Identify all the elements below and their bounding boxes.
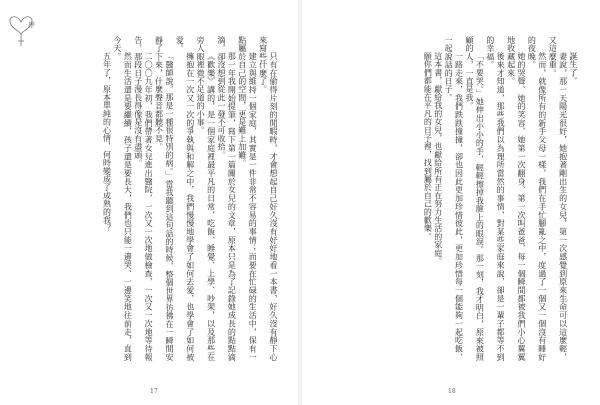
paragraph: 那一年我開始提筆，寫下第一篇關於女兒的文章，原本只是為了記錄她成長的點點滴滴，卻沒想到從此一發不可收拾。 [216,36,237,361]
paragraph: 一路走來，我們跌跌撞撞，卻也因此更加珍惜彼此，更加珍惜每一個能夠一起吃飯、一起說話的日子。 [444,36,464,361]
left-page-body [28,36,278,361]
paragraph: 擁抱在一次又一次的爭執與和解之中，我們慢慢地學會了如何去愛，也學會了如何被愛。 [175,36,195,361]
paragraph: 「醫師說，那是一種很特別的病。」當我聽到這句話的時候，整個世界彷彿在一瞬間安靜了下來，什麼聲音都聽不見。 [154,36,174,361]
paragraph: 只有在偷得片刻的閒暇時，才會想起自己好久沒有好好地看一本書，好久沒有靜下心來寫些什麼了。 [258,36,278,361]
paragraph: 「不要哭。」她伸出小小的手，輕輕擦掉我臉上的眼淚。那一刻，我才明白，原來被照顧的人，一直是我。 [464,36,485,361]
section-label: 序 [28,21,35,29]
paragraph: 這本書，獻給我的女兒，也獻給所有正在努力生活的家庭。 [433,52,443,266]
paragraph: 五年了，原本單純的心情，何時變成了成熟的我？ [102,52,112,233]
paragraph: 妻說，那一天陽光很好，她抱著剛出生的女兒，第一次感覺到原來生命可以這麼輕，又這麼重。 [548,36,568,361]
paragraph: 願你們都能在平凡的日子裡，找到屬於自己的歡樂。 [423,52,433,241]
paragraph: 二〇〇九年初，我們帶著女兒進出醫院，一次又一次地做檢查，一次又一次地等待報告，那段日子漫長得像是沒有盡頭。 [133,36,154,361]
paragraph: 建立與維持一個家庭，其實是一件非常不容易的事情；而要在忙碌的生活中，保有一點屬於自己的空間，更是難上加難。 [237,36,258,361]
paragraph: 《歡樂》講的，是一個家庭裡最平凡的日常，吃飯、睡覺、上學、吵架，以及那些在旁人眼裡微不足道的小事。 [196,36,216,361]
paragraph: 然而生活還是要繼續，孩子還是要長大，我們也只能一邊哭、一邊笑地往前走，直到今天。 [112,36,133,361]
right-page-body [330,36,578,361]
paragraph: 後來才知道，那些我們以為理所當然的事情，對某些家庭來說，卻是一輩子都等不到的幸福。 [485,36,506,361]
paragraph: 誕生了。 [569,52,578,85]
paragraph: 她的哭聲、她的笑容、她第一次翻身、第一次叫爸爸，每一個瞬間都被我們小心翼翼地收藏起來。 [506,36,526,361]
page-number: 18 [448,388,456,395]
paragraph: 然而，就像所有的新手父母一樣，我們在手忙腳亂之中，度過了一個又一個沒有睡好的夜晚。 [527,36,547,361]
page-number: 17 [150,388,158,395]
right-page [300,0,600,405]
